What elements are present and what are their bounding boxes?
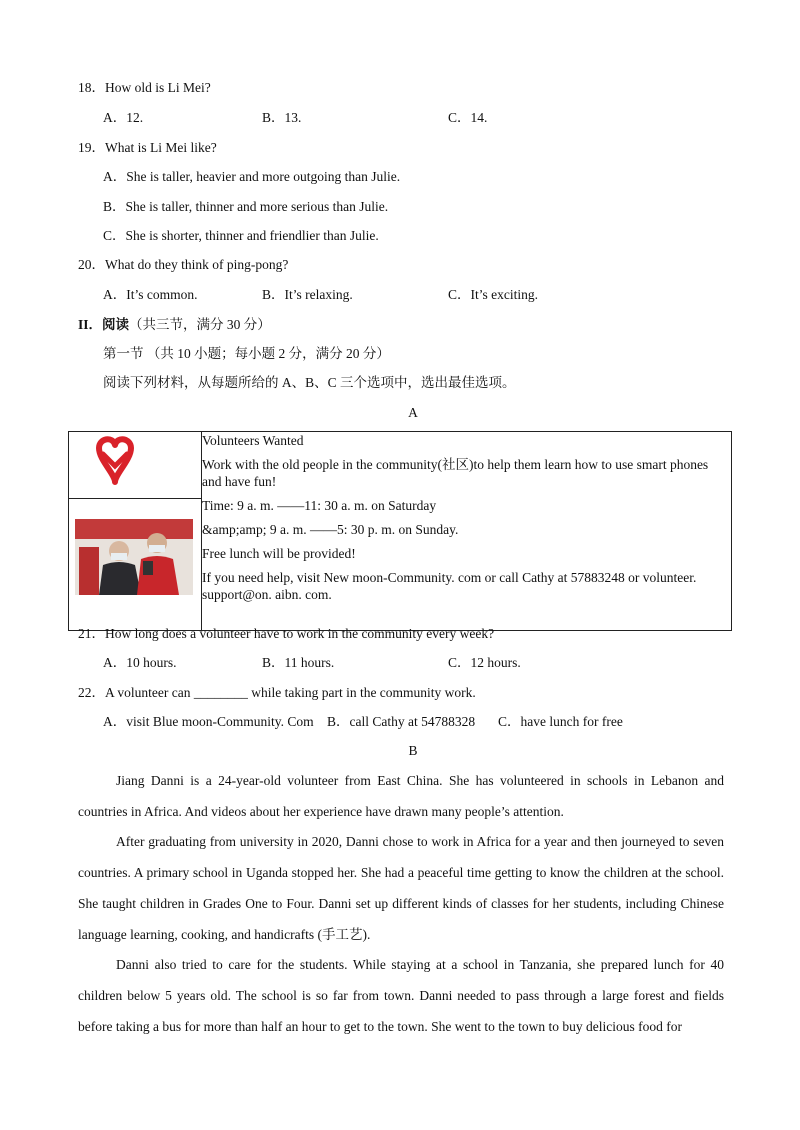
section-heading (78, 316, 271, 334)
q21-option-a: A．10 hours. (103, 655, 177, 670)
question-21-stem: 21．How long does a volunteer have to work in the community every week? (78, 626, 495, 641)
q20-option-a: A．It’s common. (103, 287, 198, 302)
section-heading-bold: II．阅读 (78, 317, 130, 332)
q18-option-a: A．12. (103, 110, 144, 125)
section-heading-rest: （共三节，满分 30 分） (129, 317, 271, 332)
q20-option-b: B．It’s relaxing. (262, 287, 353, 302)
q18-option-b: B．13. (262, 110, 302, 125)
reading-instruction: 阅读下列材料，从每题所给的 A、B、C 三个选项中，选出最佳选项。 (103, 375, 516, 390)
q18-option-c: C．14. (448, 110, 488, 125)
q20-option-c: C．It’s exciting. (448, 287, 538, 302)
paragraph-3-text: Danni also tried to care for the students. While staying at a school in Tanzania, she prepared lunch for 40 children below 5 years old. The school is so far from town. Danni needed to pass through a large forest and fields before taking a bus for more than half an hour to get to the town. She went to the town to buy delicious food for (78, 957, 724, 1034)
paragraph-2-text: After graduating from university in 2020, Danni chose to work in Africa for a year and then journeyed to seven countries. A primary school in Uganda stopped her. She had a peaceful time getting to know the children at the school. She taught children in Grades One to Four. Danni set up different kinds of classes for her students, including Chinese language learning, cooking, and handicrafts (手工艺). (78, 834, 724, 942)
question-19-stem: 19．What is Li Mei like? (78, 140, 217, 155)
q21-option-c: C．12 hours. (448, 655, 521, 670)
logo-cell (69, 432, 202, 499)
question-22-stem: 22．A volunteer can ________ while taking part in the community work. (78, 685, 476, 700)
question-18-stem: 18．How old is Li Mei? (78, 80, 211, 95)
q22-option-c: C．have lunch for free (498, 714, 623, 729)
heart-hand-icon (69, 432, 201, 494)
passage-b-paragraph-2 (78, 826, 724, 950)
paragraph-1-text: Jiang Danni is a 24-year-old volunteer from East China. She has volunteered in schools in Lebanon and countries in Africa. And videos about her experience have drawn many people’s attention. (78, 773, 724, 819)
q19-option-c: C．She is shorter, thinner and friendlier than Julie. (103, 228, 379, 243)
q21-option-b: B．11 hours. (262, 655, 335, 670)
passage-a-label: A (408, 405, 418, 420)
ad-contact: If you need help, visit New moon-Community. com or call Cathy at 57883248 or volunteer. support@on. aibn. com. (202, 570, 697, 602)
q22-option-b: B．call Cathy at 54788328 (327, 714, 476, 729)
question-20-stem: 20．What do they think of ping-pong? (78, 257, 289, 272)
volunteer-photo (69, 499, 201, 626)
ad-lunch: Free lunch will be provided! (202, 546, 356, 561)
q19-option-b: B．She is taller, thinner and more serious than Julie. (103, 199, 389, 214)
q22-option-a: A．visit Blue moon-Community. Com (103, 714, 314, 729)
ad-text-cell (202, 432, 732, 631)
passage-b-paragraph-1 (78, 765, 724, 827)
passage-b-paragraph-3 (78, 949, 724, 1042)
ad-time-sunday: &amp;amp; 9 a. m. ——5: 30 p. m. on Sunday. (202, 522, 459, 537)
ad-time-saturday: Time: 9 a. m. ——11: 30 a. m. on Saturday (202, 498, 437, 513)
volunteer-ad-table (68, 431, 732, 631)
q19-option-a: A．She is taller, heavier and more outgoing than Julie. (103, 169, 401, 184)
photo-cell (69, 499, 202, 631)
part1-heading: 第一节 （共 10 小题；每小题 2 分，满分 20 分） (103, 346, 390, 361)
ad-title: Volunteers Wanted (202, 433, 304, 448)
passage-b-label: B (408, 743, 418, 758)
ad-intro: Work with the old people in the community(社区)to help them learn how to use smart phones and have fun! (202, 457, 709, 489)
